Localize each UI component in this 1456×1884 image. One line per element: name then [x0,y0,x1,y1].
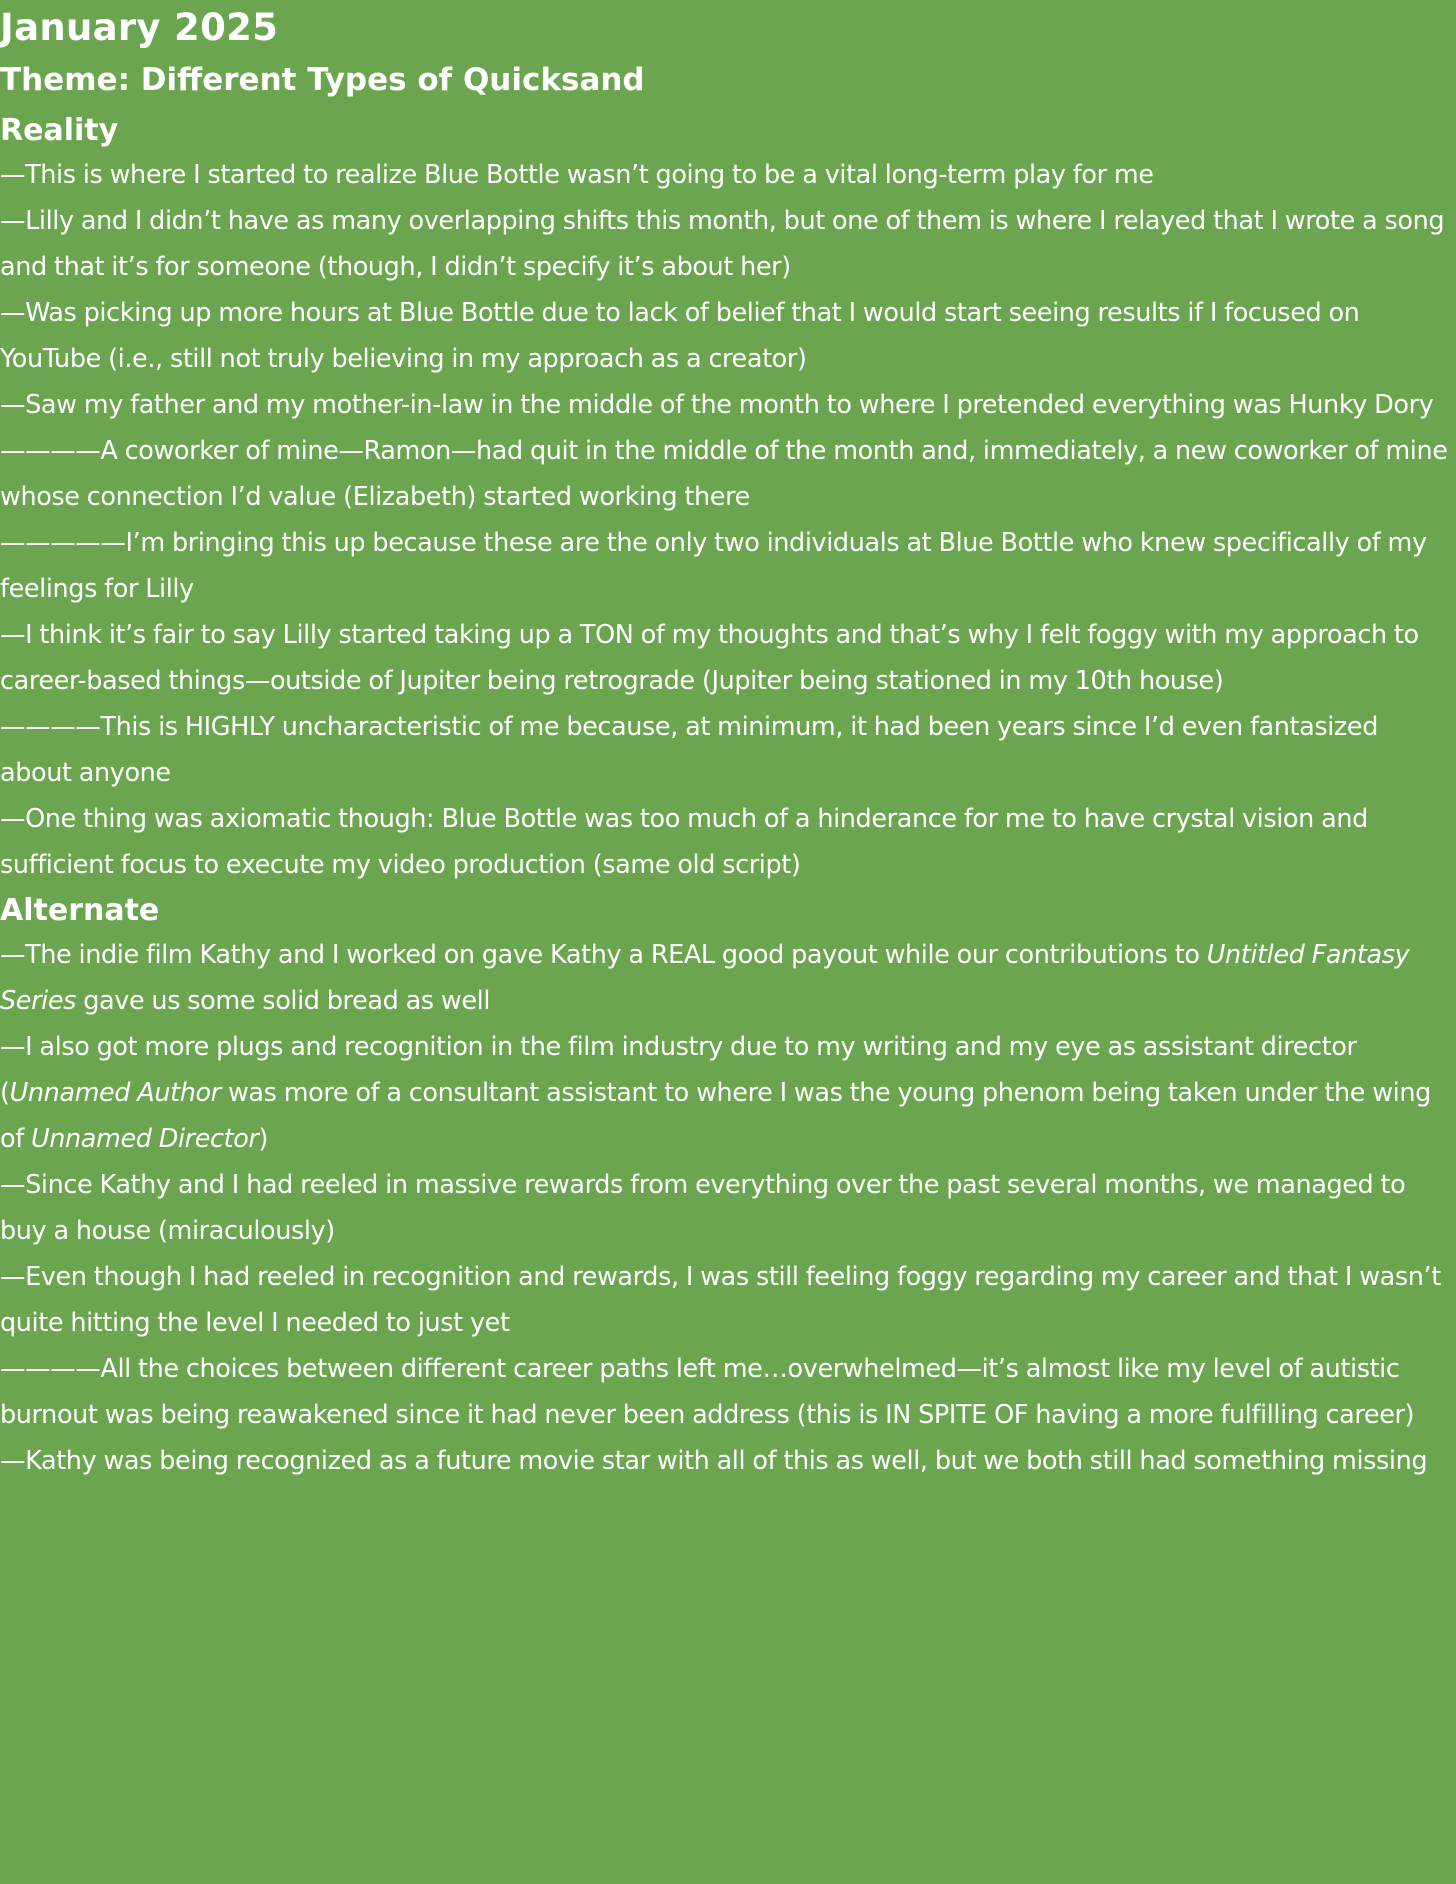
italic-title-text: Untitled Fantasy Series [0,940,1410,1016]
entry-dash-prefix: — [0,206,26,236]
entry-text: I’m bringing this up because these are the only two individuals at Blue Bottle who knew specifically of my feelings for Lilly [0,528,1427,604]
journal-entry [0,704,1456,796]
entry-dash-prefix: — [0,298,26,328]
entry-text: ) [258,1124,269,1154]
entry-text: I think it’s fair to say Lilly started taking up a TON of my thoughts and that’s why I felt foggy with my approach to career-based things—outside of Jupiter being retrograde (Jupiter being stationed in my 10th house) [0,620,1419,696]
journal-entry [0,612,1456,704]
entry-text: gave us some solid bread as well [76,986,491,1016]
entry-text: A coworker of mine—Ramon—had quit in the middle of the month and, immediately, a new coworker of mine whose connection I’d value (Elizabeth) started working there [0,436,1448,512]
entry-dash-prefix: — [0,1446,26,1476]
theme-heading: Theme: Different Types of Quicksand [0,62,645,98]
entry-text: Kathy was being recognized as a future movie star with all of this as well, but we both still had something missing [25,1446,1428,1476]
entry-dash-prefix: — [0,1032,26,1062]
journal-entry [0,198,1456,290]
entry-dash-prefix: — [0,620,26,650]
entry-dash-prefix: — [0,1262,26,1292]
journal-entry [0,1438,1456,1484]
journal-entry [0,428,1456,520]
sections-container [0,110,1456,1484]
journal-entry [0,1254,1456,1346]
journal-entry [0,1024,1456,1162]
entry-text: All the choices between different career paths left me…overwhelmed—it’s almost like my level of autistic burnout was being reawakened since it had never been address (this is IN SPITE OF having a more fulfilling career) [0,1354,1415,1430]
entry-dash-prefix: ———— [0,436,101,466]
entry-dash-prefix: ———— [0,712,101,742]
entry-text: The indie film Kathy and I worked on gave Kathy a REAL good payout while our contributions to [25,940,1207,970]
entry-dash-prefix: — [0,1170,26,1200]
section-heading-reality: Reality [0,113,119,148]
entry-text: Since Kathy and I had reeled in massive rewards from everything over the past several months, we managed to buy a house (miraculously) [0,1170,1406,1246]
entry-text: One thing was axiomatic though: Blue Bottle was too much of a hinderance for me to have crystal vision and sufficient focus to execute my video production (same old script) [0,804,1368,880]
journal-entry [0,520,1456,612]
entry-text: This is where I started to realize Blue Bottle wasn’t going to be a vital long-term play for me [25,160,1154,190]
entry-text: Lilly and I didn’t have as many overlapping shifts this month, but one of them is where I relayed that I wrote a song and that it’s for someone (though, I didn’t specify it’s about her) [0,206,1445,282]
entry-text: was more of a consultant assistant to where I was the young phenom being taken under the wing of [0,1078,1431,1154]
journal-entry [0,152,1456,198]
entry-dash-prefix: — [0,940,26,970]
italic-title-text: Unnamed Director [30,1124,259,1154]
entry-dash-prefix: ————— [0,528,126,558]
page-title: January 2025 [0,6,279,49]
entry-dash-prefix: — [0,390,26,420]
entry-text: I also got more plugs and recognition in the film industry due to my writing and my eye as assistant director ( [0,1032,1357,1108]
entry-dash-prefix: — [0,160,26,190]
entry-dash-prefix: ———— [0,1354,101,1384]
entry-text: Saw my father and my mother-in-law in the middle of the month to where I pretended everything was Hunky Dory [25,390,1434,420]
journal-entry [0,796,1456,888]
entry-text: Was picking up more hours at Blue Bottle due to lack of belief that I would start seeing results if I focused on YouTube (i.e., still not truly believing in my approach as a creator) [0,298,1360,374]
entry-dash-prefix: — [0,804,26,834]
journal-entry [0,1162,1456,1254]
journal-entry [0,932,1456,1024]
journal-entry [0,382,1456,428]
italic-title-text: Unnamed Author [9,1078,221,1108]
entry-text: This is HIGHLY uncharacteristic of me because, at minimum, it had been years since I’d even fantasized about anyone [0,712,1378,788]
section-heading-alternate: Alternate [0,893,160,928]
journal-entry [0,1346,1456,1438]
journal-entry [0,290,1456,382]
entry-text: Even though I had reeled in recognition and rewards, I was still feeling foggy regarding my career and that I wasn’t quite hitting the level I needed to just yet [0,1262,1441,1338]
